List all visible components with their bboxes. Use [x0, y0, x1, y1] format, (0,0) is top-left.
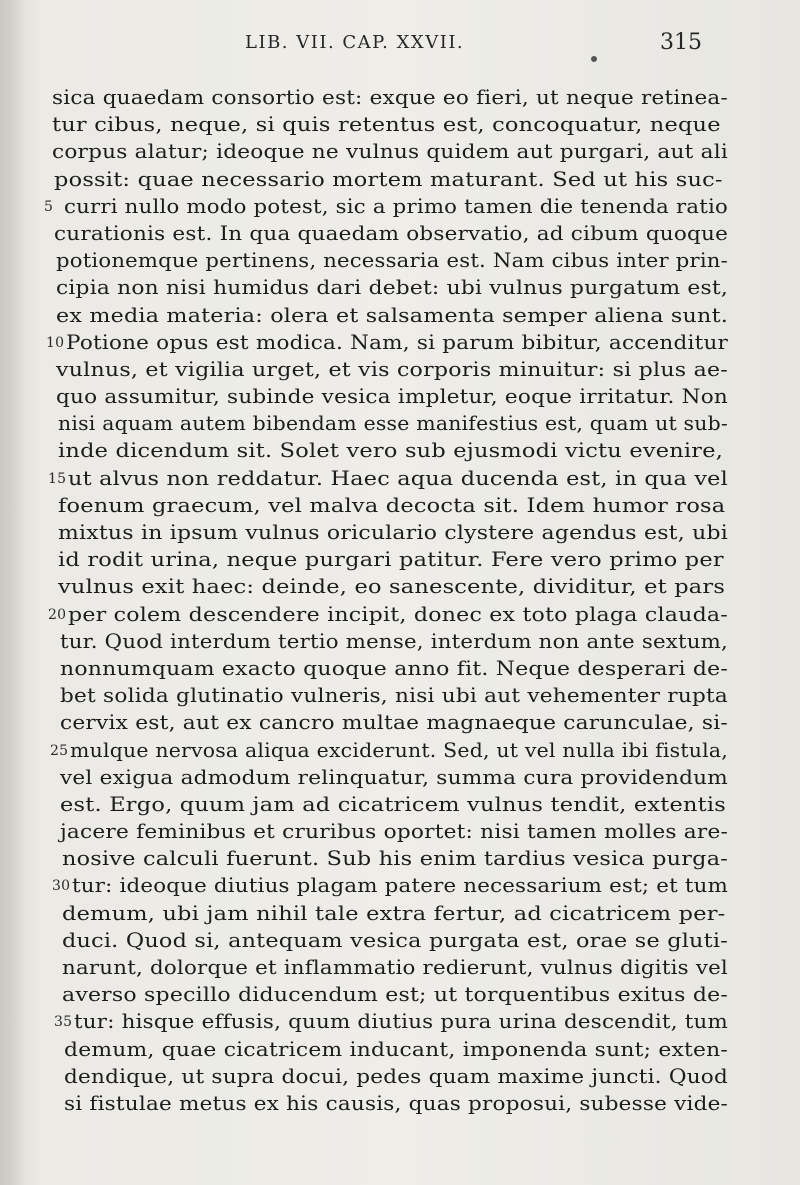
line-text: nosive calculi fuerunt. Sub his enim tardius vesica purga- [62, 847, 729, 871]
line-text: id rodit urina, neque purgari patitur. Fere vero primo per [58, 548, 724, 572]
line-number: 30 [52, 878, 71, 895]
text-line [52, 84, 752, 111]
text-line [52, 791, 752, 818]
text-line [52, 764, 752, 791]
line-text: est. Ergo, quum jam ad cicatricem vulnus tendit, extentis [60, 792, 727, 816]
page-number: 315 [660, 30, 702, 55]
text-line [48, 601, 752, 628]
line-text: per colem descendere incipit, donec ex toto plaga claudа- [68, 602, 728, 626]
line-number: 10 [46, 334, 65, 351]
text-line [52, 709, 752, 736]
line-text: dendique, ut supra docui, pedes quam maxime juncti. Quod [64, 1064, 729, 1088]
line-text: vulnus exit haec: deinde, eo sanescente, dividitur, et pars [58, 575, 726, 599]
line-text: narunt, dolorque et inflammatio redierunt, vulnus digitis vel [62, 956, 728, 979]
text-line [48, 465, 752, 492]
text-line [52, 111, 752, 138]
line-text: vulnus, et vigilia urget, et vis corporis minuitur: si plus ae- [56, 357, 729, 381]
text-line [52, 519, 752, 546]
line-text: averso specillo diducendum est; ut torquentibus exitus de- [62, 983, 728, 1007]
text-line [52, 573, 752, 600]
line-text: bet solida glutinatio vulneris, nisi ubi aut vehementer rupta [60, 684, 729, 708]
text-line [52, 927, 752, 954]
line-text: nisi aquam autem bibendam esse manifestius est, quam ut sub- [58, 412, 729, 436]
line-text: duci. Quod si, antequam vesica purgata est, orae se gluti- [62, 928, 728, 952]
line-text: ex media materia: olera et salsamenta semper aliena sunt. [56, 303, 728, 327]
text-line [52, 900, 752, 927]
line-text: foenum graecum, vel malva decocta sit. Idem humor rosa [58, 493, 726, 517]
page-header [0, 30, 800, 60]
text-line [52, 247, 752, 274]
body-text [44, 84, 752, 1117]
line-text: tur: ideoque diutius plagam patere necessarium est; et tum [72, 874, 729, 898]
line-text: cipia non nisi humidus dari debet: ubi vulnus purgatum est, [56, 276, 728, 300]
line-text: demum, ubi jam nihil tale extra fertur, ad cicatricem per- [62, 901, 726, 925]
line-text: curri nullo modo potest, sic a primo tamen die tenenda ratio [64, 194, 728, 218]
line-text: ut alvus non reddatur. Haec aqua ducenda est, in qua vel [68, 466, 728, 490]
text-line [52, 682, 752, 709]
line-text: curationis est. In qua quaedam observatio, ad cibum quoque [54, 221, 729, 245]
text-line [52, 1008, 752, 1035]
text-line [52, 302, 752, 329]
line-text: inde dicendum sit. Solet vero sub ejusmodi victu evenire, [58, 439, 724, 463]
line-text: tur cibus, neque, si quis retentus est, concoquatur, neque [52, 113, 721, 137]
line-text: quo assumitur, subinde vesica impletur, eoque irritatur. Non [56, 385, 729, 409]
running-head: LIB. VII. CAP. XXVII. [245, 32, 465, 53]
text-line [52, 737, 752, 764]
line-text: corpus alatur; ideoque ne vulnus quidem aut purgari, aut ali [52, 140, 728, 164]
text-line [52, 872, 752, 899]
text-line [52, 954, 752, 981]
text-line [52, 437, 752, 464]
line-text: possit: quae necessario mortem maturant. Sed ut his suc- [54, 167, 723, 191]
text-line [52, 356, 752, 383]
line-text: tur: hisque effusis, quum diutius pura urina descendit, tum [74, 1010, 728, 1034]
text-line [52, 628, 752, 655]
text-line [52, 220, 752, 247]
line-number: 20 [48, 606, 67, 623]
line-text: si fistulae metus ex his causis, quas proposui, subesse vide- [64, 1091, 728, 1115]
text-line [52, 1090, 752, 1117]
text-line [52, 166, 752, 193]
line-text: Potione opus est modica. Nam, si parum bibitur, accenditur [66, 330, 729, 354]
text-line [44, 193, 752, 220]
text-line [46, 329, 752, 356]
text-line [52, 1063, 752, 1090]
line-number: 5 [44, 198, 54, 215]
line-text: mulque nervosa aliqua exciderunt. Sed, ut vel nulla ibi fistula, [70, 738, 728, 762]
line-number: 35 [54, 1014, 73, 1031]
line-text: nonnumquam exacto quoque anno fit. Neque desperari de- [60, 656, 729, 680]
line-text: sica quaedam consortio est: exque eo fieri, ut neque retinea- [52, 86, 728, 109]
text-line [52, 410, 752, 437]
gutter-shadow [0, 0, 26, 1185]
text-line [52, 1036, 752, 1063]
text-line [52, 138, 752, 165]
ink-speck [591, 56, 597, 62]
text-line [52, 383, 752, 410]
text-line [52, 274, 752, 301]
line-text: jacere feminibus et cruribus oportet: nisi tamen molles are- [60, 820, 729, 844]
line-number: 15 [48, 470, 67, 487]
line-text: cervix est, aut ex cancro multae magnaeque carunculae, si- [60, 711, 728, 735]
text-line [52, 981, 752, 1008]
text-line [52, 818, 752, 845]
line-text: vel exigua admodum relinquatur, summa cura providendum [60, 765, 729, 789]
line-text: tur. Quod interdum tertio mense, interdum non ante sextum, [60, 629, 729, 653]
line-text: demum, quae cicatricem inducant, imponenda sunt; exten- [64, 1037, 729, 1061]
line-number: 25 [50, 742, 69, 759]
text-line [52, 492, 752, 519]
text-line [52, 845, 752, 872]
text-line [52, 655, 752, 682]
text-line [52, 546, 752, 573]
line-text: mixtus in ipsum vulnus oriculario clystere agendus est, ubi [58, 521, 728, 544]
line-text: potionemque pertinens, necessaria est. Nam cibus inter prin- [56, 249, 728, 273]
